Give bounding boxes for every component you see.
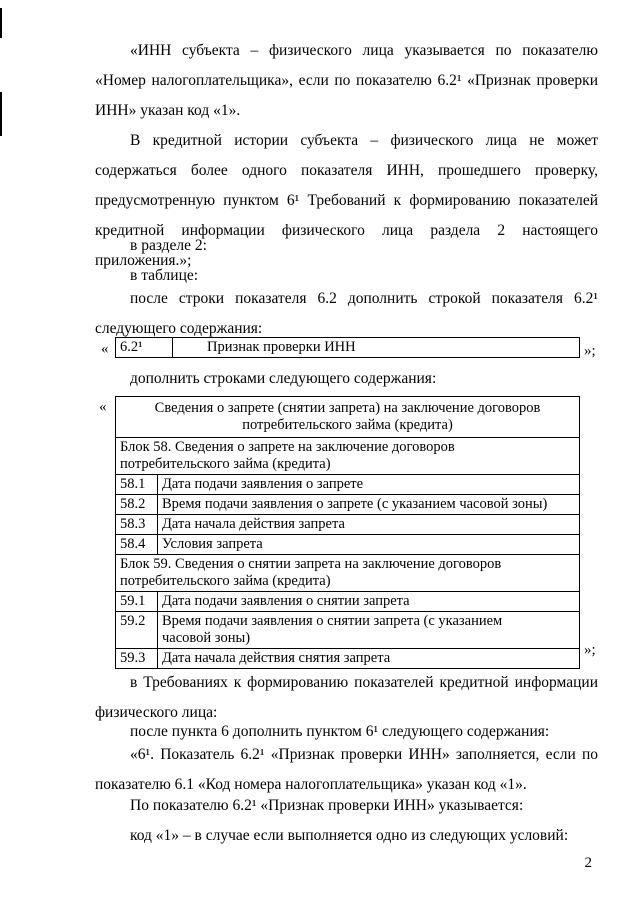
paragraph-credit-history: В кредитной истории субъекта – физического лица не может содержаться более одного показателя ИНН, прошедшего проверку, предусмотренную пунктом 6¹ Требований к формированию показателей кредитной информации физического лица раздела 2 настоящего приложения.»;	[95, 132, 598, 269]
table-row	[116, 612, 580, 649]
line-section-2: в разделе 2:	[130, 237, 207, 254]
scan-edge-mark-top	[0, 8, 2, 38]
paragraph-requirements: в Требованиях к формированию показателей кредитной информации физического лица:	[95, 674, 598, 721]
line-code-1: код «1» – в случае если выполняется одно из следующих условий:	[130, 827, 569, 844]
row-name: Условия запрета	[158, 535, 580, 555]
page-number: 2	[584, 855, 592, 871]
table-row	[116, 535, 580, 555]
row-code: 59.2	[116, 612, 158, 649]
table-header: Сведения о запрете (снятии запрета) на заключение договоров потребительского займа (кредита)	[116, 397, 580, 438]
block-58-row	[116, 438, 580, 475]
table-row	[116, 592, 580, 612]
quote-close-big-table: »;	[584, 642, 596, 658]
quote-open-big-table: «	[99, 399, 107, 415]
paragraph-point-6-1: «6¹. Показатель 6.2¹ «Признак проверки ИНН» заполняется, если по показателю 6.1 «Код номера налогоплательщика» указан код «1».	[95, 746, 598, 793]
table-row	[116, 475, 580, 495]
row-name: Дата подачи заявления о снятии запрета	[158, 592, 580, 612]
table-row	[116, 495, 580, 515]
row-name: Время подачи заявления о снятии запрета (с указанием часовой зоны)	[158, 612, 580, 649]
block-59-title: Блок 59. Сведения о снятии запрета на заключение договоров потребительского займа (кредита)	[116, 555, 580, 592]
line-indicator-62-1: По показателю 6.2¹ «Признак проверки ИНН» указывается:	[130, 797, 524, 814]
row-code: 58.3	[116, 515, 158, 535]
block-59-row	[116, 555, 580, 592]
row-name: Дата начала действия запрета	[158, 515, 580, 535]
table-row	[116, 649, 580, 669]
row-code: 58.2	[116, 495, 158, 515]
line-after-point-6: после пункта 6 дополнить пунктом 6¹ следующего содержания:	[130, 723, 550, 740]
line-in-table: в таблице:	[130, 267, 199, 284]
row-code: 58.1	[116, 475, 158, 495]
row-code: 58.4	[116, 535, 158, 555]
table-row	[116, 515, 580, 535]
row-name: Время подачи заявления о запрете (с указанием часовой зоны)	[158, 495, 580, 515]
row-62-code: 6.2¹	[116, 338, 173, 358]
table-row	[116, 338, 580, 358]
block-58-title: Блок 58. Сведения о запрете на заключение договоров потребительского займа (кредита)	[116, 438, 580, 475]
quote-open-row-62: «	[101, 341, 109, 357]
quote-close-row-62: »;	[584, 343, 596, 359]
row-name: Дата начала действия снятия запрета	[158, 649, 580, 669]
table-credit-ban-blocks	[115, 396, 580, 669]
scan-edge-mark-middle	[0, 92, 2, 136]
table-header-row	[116, 397, 580, 438]
row-code: 59.3	[116, 649, 158, 669]
row-62-name: Признак проверки ИНН	[173, 338, 580, 358]
table-row-62	[115, 337, 580, 358]
row-name: Дата подачи заявления о запрете	[158, 475, 580, 495]
paragraph-after-row-62: после строки показателя 6.2 дополнить строкой показателя 6.2¹ следующего содержания:	[95, 290, 598, 337]
row-code: 59.1	[116, 592, 158, 612]
paragraph-inn-indicated: «ИНН субъекта – физического лица указывается по показателю «Номер налогоплательщика», если по показателю 6.2¹ «Признак проверки ИНН» указан код «1».	[95, 42, 598, 119]
line-add-rows: дополнить строками следующего содержания:	[130, 370, 437, 387]
